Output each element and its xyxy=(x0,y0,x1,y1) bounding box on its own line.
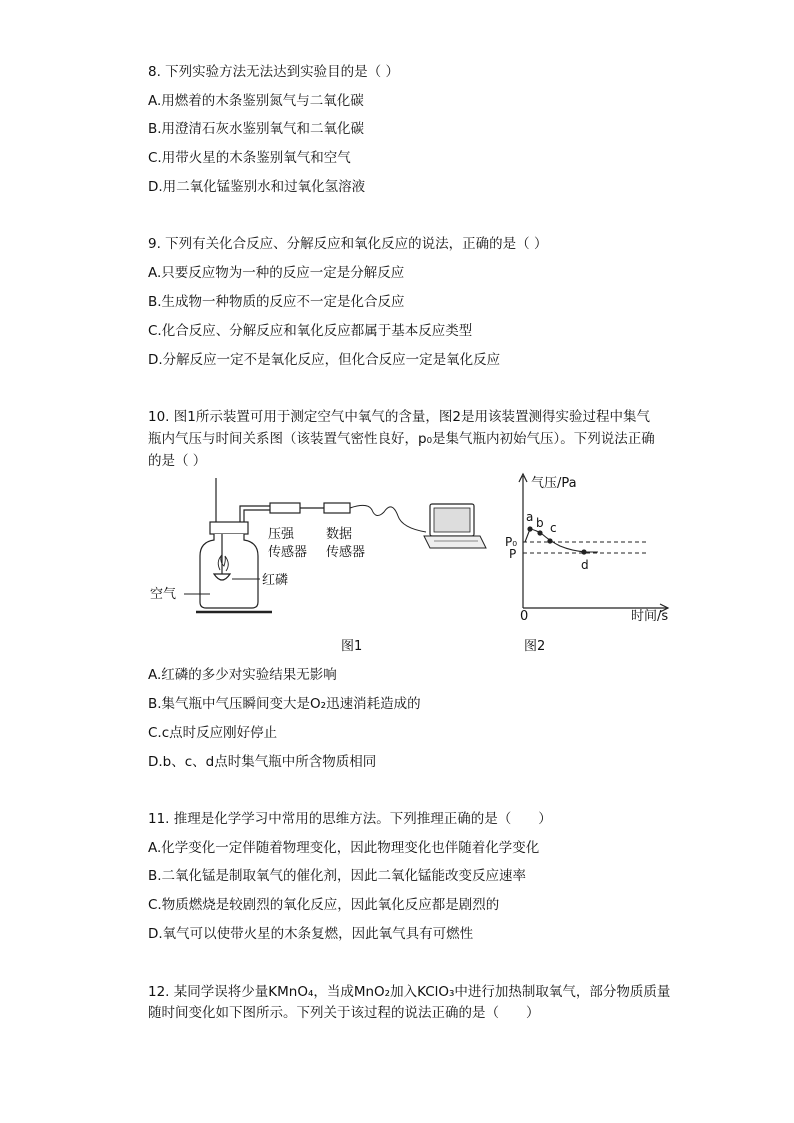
q8-option-a: A.用燃着的木条鉴别氮气与二氧化碳 xyxy=(148,93,364,109)
figure1-caption: 图1 xyxy=(341,639,363,654)
q10-option-c: C.c点时反应刚好停止 xyxy=(148,725,278,741)
red-phosphorus-label: 红磷 xyxy=(262,573,289,588)
q8-stem: 8. 下列实验方法无法达到实验目的是（ ） xyxy=(148,64,399,80)
origin-label: 0 xyxy=(520,609,529,624)
data-sensor-label-2: 传感器 xyxy=(326,545,366,560)
q10-stem-line-3: 的是（ ） xyxy=(148,453,207,469)
q10-option-a: A.红磷的多少对实验结果无影响 xyxy=(148,667,337,683)
p-label: P xyxy=(509,547,517,561)
figure2-caption: 图2 xyxy=(524,639,546,654)
q10-figures-svg xyxy=(140,470,700,660)
q11-option-d: D.氧气可以使带火星的木条复燃，因此氧气具有可燃性 xyxy=(148,926,474,942)
point-a xyxy=(527,526,532,531)
q8-option-d: D.用二氧化锰鉴别水和过氧化氢溶液 xyxy=(148,179,366,195)
pressure-sensor-label-1: 压强 xyxy=(268,527,295,542)
q11-stem: 11. 推理是化学学习中常用的思维方法。下列推理正确的是（ ） xyxy=(148,811,552,827)
p0-label: P₀ xyxy=(505,535,518,549)
q12-stem-line-1: 12. 某同学误将少量KMnO₄，当成MnO₂加入KClO₃中进行加热制取氧气，部分物质质量 xyxy=(148,984,671,1000)
q10-stem-line-1: 10. 图1所示装置可用于测定空气中氧气的含量，图2是用该装置测得实验过程中集气 xyxy=(148,409,650,425)
q10-figures xyxy=(140,470,700,660)
gas-bottle xyxy=(200,534,258,608)
point-c xyxy=(547,538,552,543)
q10-option-d: D.b、c、d点时集气瓶中所含物质相同 xyxy=(148,754,377,770)
point-d xyxy=(581,549,586,554)
q9-option-b: B.生成物一种物质的反应不一定是化合反应 xyxy=(148,294,405,310)
q10-stem-line-2: 瓶内气压与时间关系图（该装置气密性良好，p₀是集气瓶内初始气压）。下列说法正确 xyxy=(148,431,655,447)
point-d-label: d xyxy=(581,558,589,572)
pressure-sensor-label-2: 传感器 xyxy=(268,545,308,560)
stopper xyxy=(210,522,248,534)
q9-stem: 9. 下列有关化合反应、分解反应和氧化反应的说法，正确的是（ ） xyxy=(148,236,548,252)
figure2-graph xyxy=(519,474,668,612)
point-a-label: a xyxy=(526,510,534,524)
data-sensor xyxy=(324,503,350,513)
q11-option-c: C.物质燃烧是较剧烈的氧化反应，因此氧化反应都是剧烈的 xyxy=(148,897,500,913)
data-sensor-label-1: 数据 xyxy=(326,527,353,542)
pressure-sensor xyxy=(270,503,300,513)
point-b xyxy=(537,530,542,535)
x-axis-label: 时间/s xyxy=(631,609,669,624)
laptop-display xyxy=(434,508,470,532)
data-cable xyxy=(350,505,426,532)
q9-option-c: C.化合反应、分解反应和氧化反应都属于基本反应类型 xyxy=(148,323,473,339)
q10-option-b: B.集气瓶中气压瞬间变大是O₂迅速消耗造成的 xyxy=(148,696,421,712)
laptop-keyboard xyxy=(424,536,486,548)
q8-option-b: B.用澄清石灰水鉴别氧气和二氧化碳 xyxy=(148,121,365,137)
q9-option-d: D.分解反应一定不是氧化反应，但化合反应一定是氧化反应 xyxy=(148,352,501,368)
q12-stem-line-2: 随时间变化如下图所示。下列关于该过程的说法正确的是（ ） xyxy=(148,1005,540,1021)
pressure-curve xyxy=(525,529,598,552)
q11-option-a: A.化学变化一定伴随着物理变化，因此物理变化也伴随着化学变化 xyxy=(148,840,540,856)
air-label: 空气 xyxy=(150,587,177,602)
point-b-label: b xyxy=(536,516,544,530)
q8-option-c: C.用带火星的木条鉴别氧气和空气 xyxy=(148,150,351,166)
point-c-label: c xyxy=(550,521,557,535)
q9-option-a: A.只要反应物为一种的反应一定是分解反应 xyxy=(148,265,405,281)
y-axis-label: 气压/Pa xyxy=(531,476,577,491)
q11-option-b: B.二氧化锰是制取氧气的催化剂，因此二氧化锰能改变反应速率 xyxy=(148,868,527,884)
